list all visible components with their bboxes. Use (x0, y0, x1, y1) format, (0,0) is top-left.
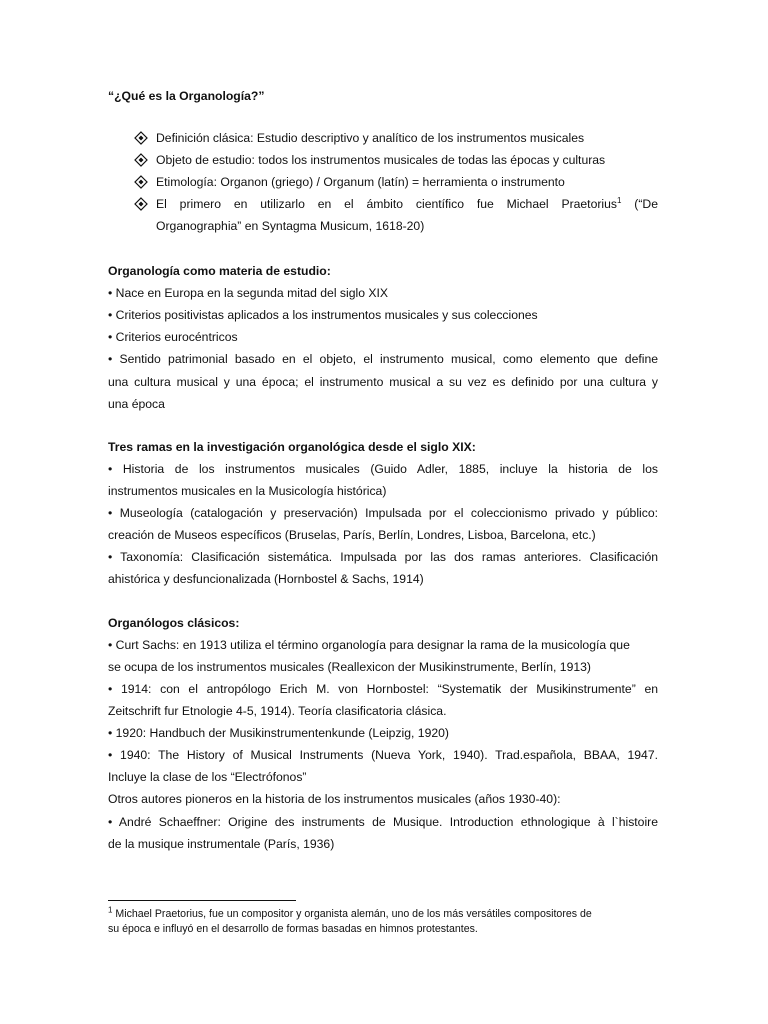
section-heading: Tres ramas en la investigación organológica desde el siglo XIX: (108, 440, 476, 454)
footnote-reference: 1 (617, 195, 622, 205)
footnote-mark: 1 (108, 905, 113, 915)
section-line: • 1940: The History of Musical Instruments (Nueva York, 1940). Trad.española, BBAA, 1947. (108, 748, 658, 762)
section-line: • André Schaeffner: Origine des instruments de Musique. Introduction ethnologique à l`histoire (108, 815, 658, 829)
section-line: instrumentos musicales en la Musicología histórica) (108, 484, 387, 498)
section-line: • 1920: Handbuch der Musikinstrumentenkunde (Leipzig, 1920) (108, 726, 449, 740)
definition-item: Definición clásica: Estudio descriptivo y analítico de los instrumentos musicales (156, 131, 585, 145)
praetorius-text-end: (“De (634, 197, 658, 211)
document-title: “¿Qué es la Organología?” (108, 89, 265, 103)
section-line: ahistórica y desfuncionalizada (Hornbostel & Sachs, 1914) (108, 572, 424, 586)
section-line: Incluye la clase de los “Electrófonos” (108, 770, 307, 784)
section-line: se ocupa de los instrumentos musicales (Reallexicon der Musikinstrumente, Berlín, 1913) (108, 660, 591, 674)
section-line: • Sentido patrimonial basado en el objeto, el instrumento musical, como elemento que define (108, 352, 658, 366)
section-line: • Historia de los instrumentos musicales (Guido Adler, 1885, incluye la historia de los (108, 462, 658, 476)
section-line: • Nace en Europa en la segunda mitad del siglo XIX (108, 286, 389, 300)
praetorius-text: El primero en utilizarlo en el ámbito científico fue Michael Praetorius (156, 197, 617, 211)
definition-item: Etimología: Organon (griego) / Organum (latín) = herramienta o instrumento (156, 175, 565, 189)
section-heading: Organología como materia de estudio: (108, 264, 331, 278)
section-line: • Taxonomía: Clasificación sistemática. Impulsada por las dos ramas anteriores. Clasificación (108, 550, 658, 564)
section-heading: Organólogos clásicos: (108, 616, 240, 630)
diamond-bullet-icon (134, 197, 148, 211)
footnote-line: su época e influyó en el desarrollo de formas basadas en himnos protestantes. (108, 923, 478, 935)
section-line: • Museología (catalogación y preservación) Impulsada por el coleccionismo privado y público: (108, 506, 658, 520)
footnote-text: Michael Praetorius, fue un compositor y organista alemán, uno de los más versátiles compositores de (115, 908, 592, 920)
section-line: una época (108, 397, 165, 411)
footnote-line (108, 907, 658, 921)
diamond-bullet-icon (134, 153, 148, 167)
section-line: de la musique instrumentale (París, 1936) (108, 837, 335, 851)
praetorius-item (156, 196, 658, 212)
section-line: Otros autores pioneros en la historia de los instrumentos musicales (años 1930-40): (108, 792, 561, 806)
diamond-bullet-icon (134, 175, 148, 189)
section-line: Zeitschrift fur Etnologie 4-5, 1914). Teoría clasificatoria clásica. (108, 704, 447, 718)
praetorius-item-continued: Organographia” en Syntagma Musicum, 1618-20) (156, 219, 425, 233)
section-line: • Criterios positivistas aplicados a los instrumentos musicales y sus colecciones (108, 308, 538, 322)
section-line: • 1914: con el antropólogo Erich M. von Hornbostel: “Systematik der Musikinstrumente” en (108, 682, 658, 696)
definition-item: Objeto de estudio: todos los instrumentos musicales de todas las épocas y culturas (156, 153, 606, 167)
section-line: • Curt Sachs: en 1913 utiliza el término organología para designar la rama de la musicología que (108, 638, 630, 652)
section-line: creación de Museos específicos (Bruselas, París, Berlín, Londres, Lisboa, Barcelona, etc.) (108, 528, 596, 542)
footnote-divider (108, 900, 296, 901)
section-line: • Criterios eurocéntricos (108, 330, 238, 344)
diamond-bullet-icon (134, 131, 148, 145)
section-line: una cultura musical y una época; el instrumento musical a su vez es definido por una cultura y (108, 375, 658, 389)
